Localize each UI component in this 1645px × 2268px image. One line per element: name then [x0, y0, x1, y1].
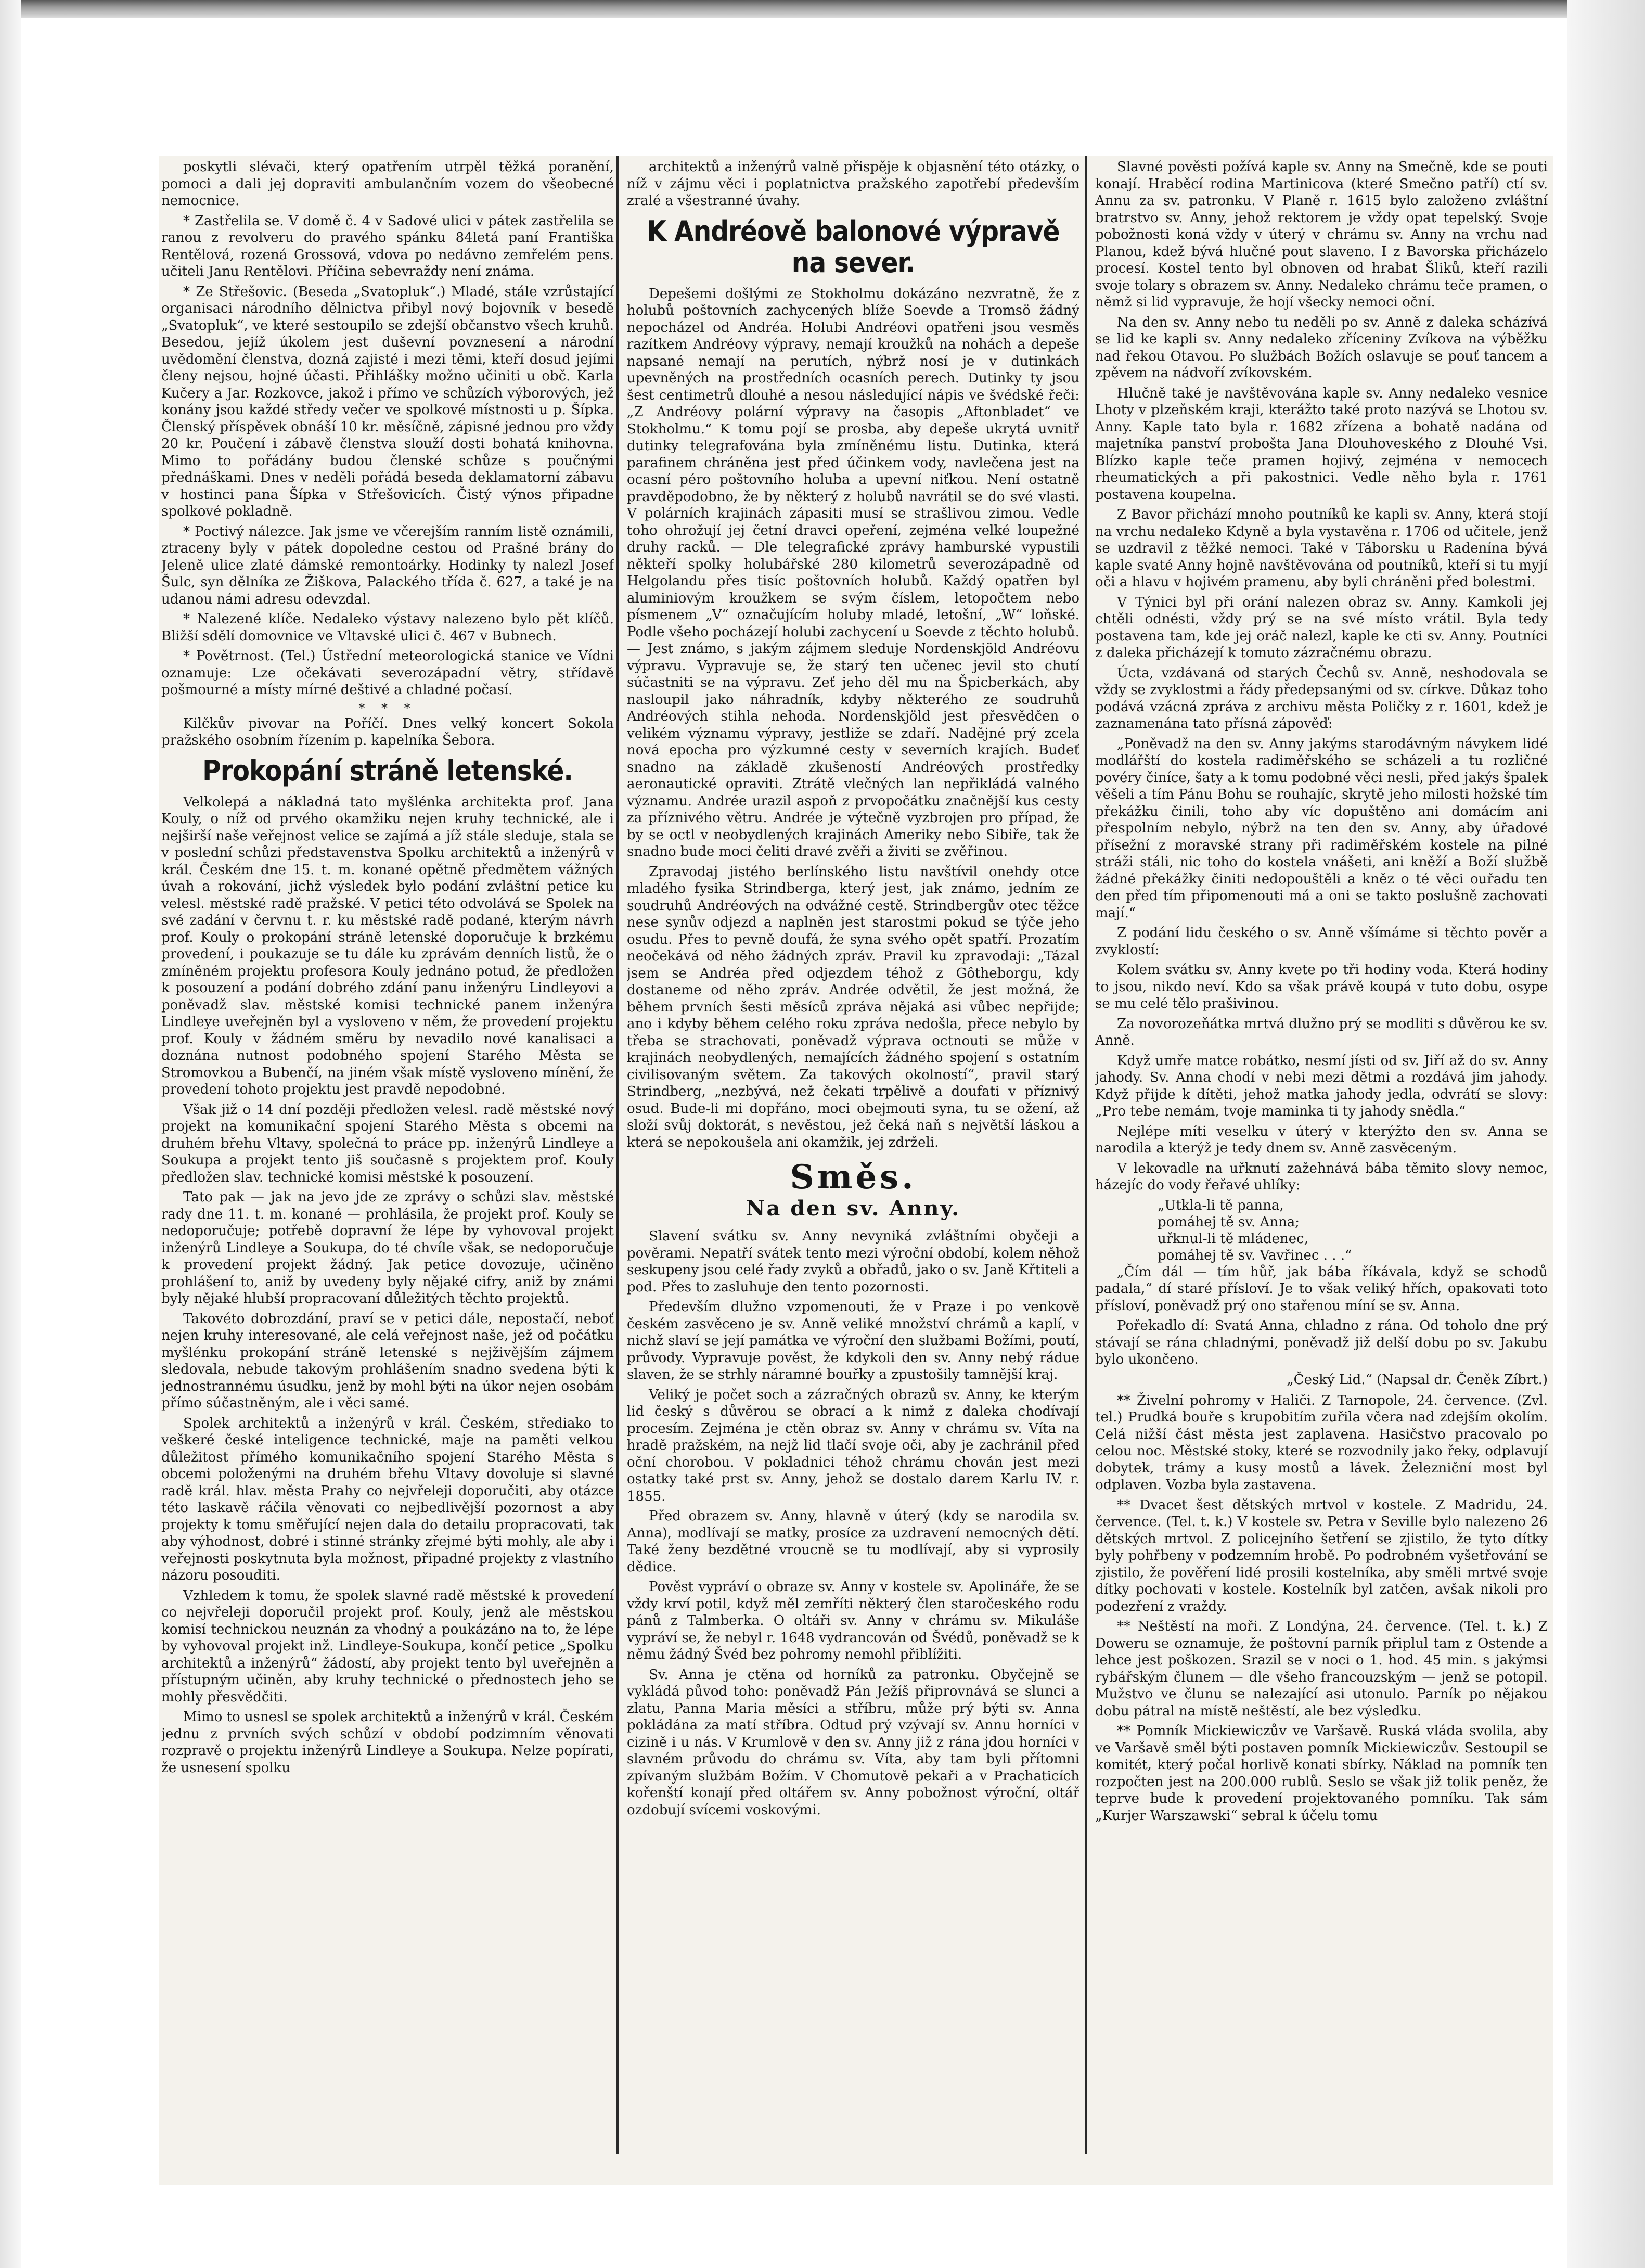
separator-stars: * * * [358, 700, 417, 715]
verse-line: „Utkla-li tě panna, [1158, 1197, 1284, 1213]
news-item: * Poctivý nálezce. Jak jsme ve včerejším ranním listě oznámili, ztraceny byly v pátek dopoledne cestou od Prašné brány do Jeleně ulice zlaté dámské remontoárky. Hodinky ty nalezl Josef Šulc, syn dělníka ze Žiškova, Palackého třída č. 627, a také je na udanou námi adresu odevzdal. [161, 523, 614, 607]
article-paragraph: Když umře matce robátko, nesmí jísti od sv. Jiří až do sv. Anny jahody. Sv. Anna chodí v nebi mezi dětmi a rozdává jim jahody. Když přijde k dítěti, jehož matka jahody jedla, odvrátí se slovy: „Pro tebe nemám, tvoje maminka ti ty jahody snědla.“ [1095, 1053, 1548, 1119]
article-paragraph: Zpravodaj jistého berlínského listu navštívil onehdy otce mladého fysika Strindberga, který jest, jak známo, jedním ze soudruhů Andréových na odvážné cestě. Strindbergův otec těžce nese synův odjezd a naplněn jest starostmi pokud se týče jeho osudu. Přes to pevně doufá, že syna svého opět spatří. Prozatím neočekává od něho žádných zpráv. Pravil ku zpravodaji: „Tázal jsem se Andréa před odjezdem téhož z Gôtheborgu, kdy dostaneme od něho zpráv. Andrée odvětil, že jest možná, že během prvních šesti měsíců zpráva nějaká asi vůbec nepřijde; ano i kdyby během celého roku zpráva nedošla, přece nebylo by třeba se strachovati, poněvadž výprava octnouti se může v krajinách neobydlených, nemajících žádného spojení s ostatním civilisovaným světem. Za takových okolností“, pravil starý Strindberg, „nezbývá, než čekati trpělivě a doufati v příznivý osud. Bude-li mi dopřáno, moci obejmouti syna, tu se ožení, až složí svůj doktorát, s nevěstou, jež čeká naň s největší láskou a která se nepokoušela ani okamžik, jej zdrželi. [627, 864, 1079, 1150]
news-item: ** Pomník Mickiewiczův ve Varšavě. Ruská vláda svolila, aby ve Varšavě směl býti postaven pomník Mickiewiczův. Sestoupil se komitét, který počal horlivě konati sbírky. Náklad na pomník ten rozpočten jest na 200.000 rublů. Seslo se však již tolik peněz, že teprve bude k provedení projektovaného pomníku. Tak sám „Kurjer Warszawski“ sebral k účelu tomu [1095, 1723, 1548, 1824]
article-paragraph: Hlučně také je navštěvována kaple sv. Anny nedaleko vesnice Lhoty v plzeňském kraji, kterážto také proto nazývá se Lhotou sv. Anny. Kaple tato byla r. 1682 zřízena a bohatě nadána od majetníka panství probošta Jana Dlouhoveského z Dlouhé Vsi. Blízko kaple teče pramen hojivý, zejména v nemocech rheumatických a při pakostnici. Vedle něho byla r. 1761 postavena koupelna. [1095, 385, 1548, 503]
article-paragraph: Spolek architektů a inženýrů v král. Českém, střediako to veškeré české inteligence technické, maje na paměti velkou důležitost přímého komunikačního spojení Starého Města s obcemi položenými na druhém břehu Vltavy dovoluje si slavné radě král. hlav. města Prahy co nejvřeleji doporučiti, aby otázce této laskavě ráčila věnovati co nejbedlivější pozornost a aby projekty k tomu směřující nejen dala do detailu propracovati, tak aby výhodnost, dobré i stinné stránky zřejmé býti mohly, ale aby i veřejnosti poskytnuta byla možnost, připadné projekty z vlastního názoru posouditi. [161, 1415, 614, 1583]
article-paragraph: Kolem svátku sv. Anny kvete po tři hodiny voda. Která hodiny to jsou, nikdo neví. Kdo sa však právě koupá v tuto dobu, osype se mu celé tělo prašivinou. [1095, 962, 1548, 1011]
article-paragraph: Na den sv. Anny nebo tu neděli po sv. Anně z daleka scházívá se lid ke kapli sv. Anny nedaleko zříceniny Zvíkova na výběžku nad řekou Otavou. Po službách Božích oslavuje se pouť tancem a zpěvem na nádvoří zvíkovském. [1095, 314, 1548, 381]
article-paragraph: V lekovadle na uřknutí zažehnává bába těmito slovy nemoc, házejíc do vody řeřavé uhlíky: [1095, 1160, 1548, 1193]
news-item: ** Dvacet šest dětských mrtvol v kostele. Z Madridu, 24. července. (Tel. t. k.) V kostele sv. Petra v Seville bylo nalezeno 26 dětských mrtvol. Z policejního šetření se zjistilo, že tyto dítky byly pohřbeny v podzemním hrobě. Po podrobném vyšetřování se zjistilo, že pověření lidé prosili kostelníka, aby směli mrtvé svoje dítky pochovati v kostele. Kostelník byl zatčen, avšak nikoli pro podezření z vraždy. [1095, 1497, 1548, 1614]
article-signature: „Český Lid.“ (Napsal dr. Čeněk Zíbrt.) [1287, 1372, 1548, 1388]
news-item: * Ze Střešovic. (Beseda „Svatopluk“.) Mladé, stále vzrůstající organisaci národního dělnictva přibyl nový bojovník v besedě „Svatopluk“, ve které sestoupilo se zdejší občanstvo všech kruhů. Besedou, jejíž úkolem jest duševní povznesení a národní uvědomění členstva, dozná zajisté i mezi těmi, kteří dosud jejími členy nejsou, hojné účasti. Přihlášky možno učiniti u obč. Karla Kučery a Jar. Rozkovce, jakož i přímo ve schůzích výborových, jež konány jsou každé středy večer ve spolkové místnosti u p. Šípka. Členský příspěvek obnáší 10 kr. měsíčně, zápisné jednou pro vždy 20 kr. Poučení i zábavě členstva slouží dosti bohatá knihovna. Mimo to pořádány budou členské schůze s poučnými přednáškami. Dnes v neděli pořádá beseda deklamatorní zábavu v hostinci pana Šípka v Střešovicích. Čistý výnos připadne spolkové pokladně. [161, 284, 614, 519]
scan-top-edge [0, 0, 1645, 18]
section-heading-smes: Směs. [790, 1158, 917, 1197]
column-2 [627, 159, 1079, 2162]
article-paragraph: Však již o 14 dní později předložen velesl. radě městské nový projekt na komunikační spojení Starého Města s obcemi na druhém břehu Vltavy, společná to práce pp. inženýrů Lindleye a Soukupa a projekt tento jiš současně s projektem prof. Kouly předložen slav. technické komisi městské k posouzení. [161, 1101, 614, 1185]
article-paragraph: Z Bavor přichází mnoho poutníků ke kapli sv. Anny, která stojí na vrchu nedaleko Kdyně a byla vystavěna r. 1706 od učitele, jenž se uzdravil z těžké nemoci. Také v Táborsku u Radenína bývá kaple svaté Anny hojně navštěvována od poutníků, kteří si tu myjí oči a hlavu v hojivém pramenu, aby byli chráněni před bolestmi. [1095, 507, 1548, 590]
article-paragraph: Takovéto dobrozdání, praví se v petici dále, nepostačí, neboť nejen kruhy interesované, ale celá veřejnost naše, jež od počátku myšlénku prokopání stráně letenské s nejživějším zájmem sledovala, nebude takovým prohlášením snadno svedena býti k jednostrannému úsudku, jenž by mohl býti na úkor nejen osobám přímo súčastněným, ale i věci samé. [161, 1311, 614, 1411]
article-paragraph: V Týnici byl při orání nalezen obraz sv. Anny. Kamkoli jej chtěli odnésti, vždy prý se na své místo vrátil. Byla tedy postavena tam, kde jej oráč nalezl, kaple ke cti sv. Anny. Poutníci z daleka přicházejí k tomuto zázračnému obrazu. [1095, 594, 1548, 661]
headline-andree: K Andréově balonové výpravě na sever. [647, 214, 1060, 279]
headline-anna: Na den sv. Anny. [746, 1196, 961, 1221]
verse-line: pomáhej tě sv. Vavřinec . . .“ [1158, 1247, 1352, 1263]
article-paragraph: Nejlépe míti veselku v úterý v kterýžto den sv. Anna se narodila a kterýž je tedy dnem sv. Anně zasvěceným. [1095, 1123, 1548, 1156]
verse-line: uřknul-li tě mládenec, [1158, 1231, 1308, 1247]
article-paragraph: Depešemi došlými ze Stokholmu dokázáno nezvratně, že z holubů poštovních zachycených blíže Soevde a Tromsö žádný nepocházel od Andréa. Holubi Andréovi opatřeni jsou vesměs razítkem Andréovy výpravy, nemají kroužků na nohách a depeše napsané nemají na perutích, nýbrž nosí je v dutinkách upevněných na prostředních ocasních perech. Dutinky ty jsou šest centimetrů dlouhé a nesou následující nápis ve švédské řeči: „Z Andréovy polární výpravy na časopis „Aftonbladet“ ve Stokholmu.“ K tomu pojí se prosba, aby depeše ukrytá uvnitř dutinky telegrafována byla zmíněnému listu. Dutinka, která parafinem chráněna jest před účinkem vody, navlečena jest na ocasní péro poštovního holuba a upevní niťkou. Není ostatně pravděpodobno, že by některý z holubů navrátil se do své vlasti. V polárních krajinách zápasiti musí se strašlivou zimou. Vedle toho ohrožují jej četní dravci opeření, zejména velké loupežné druhy racků. — Dle telegrafické zprávy hamburské vypustili někteří spolky holubářské 280 kilometrů severozápadně od Helgolandu přes tisíc poštovních holubů. Každý opatřen byl aluminiovým kroužkem se svým číslem, letopočtem nebo písmenem „V“ označujícím holuby mladé, letošní, „W“ loňské. Podle všeho pocházejí holubi zachycení u Soevde z těchto holubů. — Jest známo, s jakým zájmem sleduje Nordenskjöld Andréovu výpravu. Vypravuje se, že starý ten učenec jevil sto chutí súčastniti se na výpravu. Zeť jeho děl mu na Špicberkách, aby nasloupil jako náhradník, kdyby některého ze soudruhů Andréových stihla nehoda. Nordenskjöld jest přesvědčen o velikém významu výpravy, jestliže se zdaří. Nadějné prý zcela nová epocha pro výzkumné cesty v severních krajích. Budeť snadno na základě zkušeností Andréových prostředky aeronautické opraviti. Ztrátě vlečných lan nepřikládá valného významu. Andrée urazil aspoň z prvopočátku značnější kus cesty za příznivého větru. Andrée je výtečně vyzbrojen pro případ, že by se octl v neobydlených krajinách Ameriky nebo Sibiře, tak že snadno bude moci čeliti dravé zvěři a živiti se zvěřinou. [627, 286, 1079, 860]
article-paragraph: Slavné pověsti požívá kaple sv. Anny na Smečně, kde se pouti konají. Hraběcí rodina Martinicova (které Smečno patří) ctí sv. Annu za sv. patronku. V Planě r. 1615 bylo založeno zvláštní bratrstvo sv. Anny, jehož rektorem je vždy opat tepelský. Svoje pobožnosti koná vždy v úterý v chrámu sv. Anny na vrchu nad Planou, kdež bývá hlučné pout slaveno. I z Bavorska přicházelo procesí. Kostel tento byl obnoven od hrabat Šliků, kteří razili svoje tolary s obrazem sv. Anny. Nedaleko chrámu teče pramen, o němž si lid vypravuje, že hojí všecky nemoci oční. [1095, 159, 1548, 310]
article-paragraph: Slavení svátku sv. Anny nevyniká zvláštními obyčeji a pověrami. Nepatří svátek tento mezi výroční období, kolem něhož seskupeny jsou celé řady zvyků a obřadů, jako o sv. Janě Křtiteli a pod. Přes to zasluhuje den tento pozornosti. [627, 1228, 1079, 1295]
news-item: ** Živelní pohromy v Haliči. Z Tarnopole, 24. července. (Zvl. tel.) Prudká bouře s krupobitím zuřila včera nad zdejším okolím. Celá nižší část města jest zaplavena. Hasičstvo pracovalo po celou noc. Městské stoky, které se rozvodnily jako řeky, odplavují dobytek, trámy a kusy mostů a lávek. Železniční most byl odplaven. Vozba byla zastavena. [1095, 1392, 1548, 1493]
article-paragraph: Velkolepá a nákladná tato myšlénka architekta prof. Jana Kouly, o níž od prvého okamžiku nejen kruhy technické, ale i nejširší naše veřejnost velice se zajímá a jíž stále sleduje, stala se v poslední schůzi představenstva Spolku architektů a inženýrů v král. Českém dne 15. t. m. konané opětně předmětem vážných úvah a rokování, jichž výsledek bylo podání zvláštní petice ku velesl. městské radě pražské. V petici této odvolává se Spolek na své zadání v červnu t. r. ku městské radě podané, kterým návrh prof. Kouly o prokopání stráně letenské doporučuje k brzkému provedení, i poukazuje se tu dále ku zprávám denních listů, že o zmíněném projektu profesora Kouly jednáno potud, že předložen k posouzení a podání dobrého zdání panu inženýru Lindleyovi a poněvadž slav. městské komisi technické panem inženýra Lindleye uveřejněn byl a vysloveno v něm, že provedení projektu prof. Kouly v žádném směru by nevadilo nové kanalisaci a doznána nutnost podobného spojení Starého Města se Stromovkou a Bubenčí, na jiném však místě vysloveno mínění, že provedení tohoto projektu jest pravdě nepodobné. [161, 794, 614, 1097]
article-paragraph: Před obrazem sv. Anny, hlavně v úterý (kdy se narodila sv. Anna), modlívají se matky, prosíce za uzdravení nemocných dětí. Také ženy bezdětné vroucně se tu modlívají, aby si vyprosily dědice. [627, 1508, 1079, 1575]
news-item: ** Neštěstí na moři. Z Londýna, 24. července. (Tel. t. k.) Z Doweru se oznamuje, že poštovní parník připlul tam z Ostende a lehce jest poškozen. Srazil se v noci o 1. hod. 45 min. s jakýmsi rybářským člunem — dle všeho francouzským — jenž se potopil. Mužstvo ve člunu se nalezající asi utonulo. Parník po nějakou dobu pátral na místě neštěstí, ale bez výsledku. [1095, 1619, 1548, 1719]
news-item: * Zastřelila se. V domě č. 4 v Sadové ulici v pátek zastřelila se ranou z revolveru do pravého spánku 84letá paní Františka Rentělová, rozená Grossová, vdova po nedávno zemřelém pens. učiteli Janu Rentělovi. Příčina sebevraždy není známa. [161, 213, 614, 279]
verse-line: pomáhej tě sv. Anna; [1158, 1214, 1300, 1230]
scan-left-edge [0, 0, 21, 2268]
news-item: poskytli slévači, který opatřením utrpěl těžká poranění, pomoci a dali jej dopraviti ambulančním vozem do všeobecné nemocnice. [161, 159, 614, 209]
article-paragraph: Úcta, vzdávaná od starých Čechů sv. Anně, neshodovala se vždy se zvyklostmi a řády předepsanými od sv. církve. Důkaz toho podává vzácná zpráva z archivu města Poličky z r. 1601, kdež je zaznamenána tato přísná zápověď: [1095, 665, 1548, 732]
column-rule-2 [1085, 156, 1087, 2154]
article-paragraph: architektů a inženýrů valně přispěje k objasnění této otázky, o níž v zájmu věci i poplatnictva pražského zapotřebí především zralé a všestranné úvahy. [627, 159, 1079, 209]
article-paragraph: Pořekadlo dí: Svatá Anna, chladno z rána. Od toholo dne prý stávají se rána chladnými, poněvadž již delší dobu po sv. Jakubu bylo ukončeno. [1095, 1318, 1548, 1367]
headline-prokopani: Prokopání stráně letenské. [202, 754, 573, 787]
article-paragraph: Tato pak — jak na jevo jde ze zprávy o schůzi slav. městské rady dne 11. t. m. konané — prohlásila, že projekt prof. Kouly se nedoporučuje; potřebě dopravní že lépe by vyhovoval projekt inženýrů Lindleye a Soukupa, do té chvíle však, se nedoporučuje k provedení projekt žádný. Jak petice dovozuje, učiněno prohlášení to, aniž by uvedeny byly nějaké cifry, aniž by známi byly nějaké hlubší propracovaní důležitých těchto projektů. [161, 1189, 614, 1306]
article-paragraph: Za novorozeňátka mrtvá dlužno prý se modliti s důvěrou ke sv. Anně. [1095, 1016, 1548, 1048]
column-1 [161, 159, 614, 2162]
news-item: * Povětrnost. (Tel.) Ústřední meteorologická stanice ve Vídni oznamuje: Lze očekávati severozápadní větry, střídavě pošmourné a místy mírné deštivé a chladné počasí. [161, 648, 614, 698]
article-paragraph: Sv. Anna je ctěna od horníků za patronku. Obyčejně se vykládá původ toho: poněvadž Pán Ježíš připrovnává se slunci a zlatu, Panna Maria měsíci a stříbru, může prý býti sv. Anna pokládána za matí stříbra. Odtud prý vzývají sv. Annu horníci v cizině i u nás. V Krumlově v den sv. Anny již z rána jdou horníci v slavném průvodu do chrámu sv. Víta, aby tam byli přítomni zpívaným službám Božím. V Chomutově pekaři a v Prachaticích kořenští konají před oltářem sv. Anny pobožnost výroční, oltář ozdobují svícemi voskovými. [627, 1667, 1079, 1818]
article-paragraph: Mimo to usnesl se spolek architektů a inženýrů v král. Českém jednu z prvních svých schůzí v období podzimním věnovati rozpravě o projektu inženýrů Lindleye a Soukupa. Nelze popírati, že usnesení spolku [161, 1709, 614, 1776]
article-paragraph: Pověst vypráví o obraze sv. Anny v kostele sv. Apolináře, že se vždy krví potil, když měl zemříti některý člen staročeského rodu pánů z Talmberka. O oltáři sv. Anny v chrámu sv. Mikuláše vypráví se, že nebyl r. 1648 vydrancován od Švédů, poněvadž se k němu žádný Švéd bez pohromy nemohl přiblížiti. [627, 1579, 1079, 1662]
column-3 [1095, 159, 1548, 2162]
scan-right-edge [1567, 0, 1645, 2268]
article-paragraph: Vzhledem k tomu, že spolek slavné radě městské k provedení co nejvřeleji doporučil projekt prof. Kouly, jenž ale městskou komisí technickou neuznán za vhodný a poukázáno na to, že lépe by vyhovoval projekt inž. Lindleye-Soukupa, končí petice „Spolku architektů a inženýrů“ žádostí, aby projekt tento byl uveřejněn a přístupným učiněn, aby kruhy technické o přednostech jeho se mohly přesvědčiti. [161, 1587, 614, 1705]
article-paragraph: „Čím dál — tím hůř, jak bába říkávala, když se schodů padala,“ dí staré přísloví. Je to však veliký hřích, opakovati toto přísloví, poněvadž prý ono stařenou míní se sv. Anna. [1095, 1264, 1548, 1314]
article-paragraph: „Poněvadž na den sv. Anny jakýms starodávným návykem lidé modlářští do kostela radiměřského se scházeli a tu rozličné povéry činíce, šaty a k tomu podobné věci nesli, před jakýs špalek věšeli a tím Pánu Bohu se rouhajíc, skrytě jeho milosti hožské tím překážku činili, toho aby víc dopuštěno ani domácím ani přespolním nebylo, nýbrž na ten den sv. Anny, aby úřadové přísežní z moravské strany při radiměřském kostele na pilné stráži stáli, nic toho do kostela vnášeti, ani kněží a Boží službě žádné překážky činiti nedopouštěli a kněz o té věci ouřadu ten den před tím připomenouti má a oni se takto poslušně zachovati mají.“ [1095, 736, 1548, 921]
article-paragraph: Z podání lidu českého o sv. Anně všímáme si těchto pověr a zvyklostí: [1095, 925, 1548, 958]
article-paragraph: Veliký je počet soch a zázračných obrazů sv. Anny, ke kterým lid český s důvěrou se obrací a k nimž z daleka chodívají procesím. Zejména je ctěn obraz sv. Anny v chrámu sv. Víta na hradě pražském, na nejž lid tlačí svoje oči, aby je zachránil před oční chorobou. V pokladnici téhož chrámu chován jest mezi ostatky také prst sv. Anny, jehož se dostalo darem Karlu IV. r. 1855. [627, 1387, 1079, 1504]
news-item: Kilčkův pivovar na Poříčí. Dnes velký koncert Sokola pražského osobním řízením p. kapelníka Šebora. [161, 715, 614, 748]
article-paragraph: Především dlužno vzpomenouti, že v Praze i po venkově českém zasvěceno je sv. Anně veliké množství chrámů a kaplí, v nichž slaví se její památka ve výroční den službami Božími, poutí, průvody. Vypravuje pověst, že kdykoli den sv. Anny nebý rádue slaven, že se strhly náramné bouřky a zpustošily tamnější kraj. [627, 1299, 1079, 1382]
news-item: * Nalezené klíče. Nedaleko výstavy nalezeno bylo pět klíčů. Bližší sdělí domovnice ve Vltavské ulici č. 467 v Bubnech. [161, 611, 614, 644]
column-rule-1 [616, 156, 619, 2154]
